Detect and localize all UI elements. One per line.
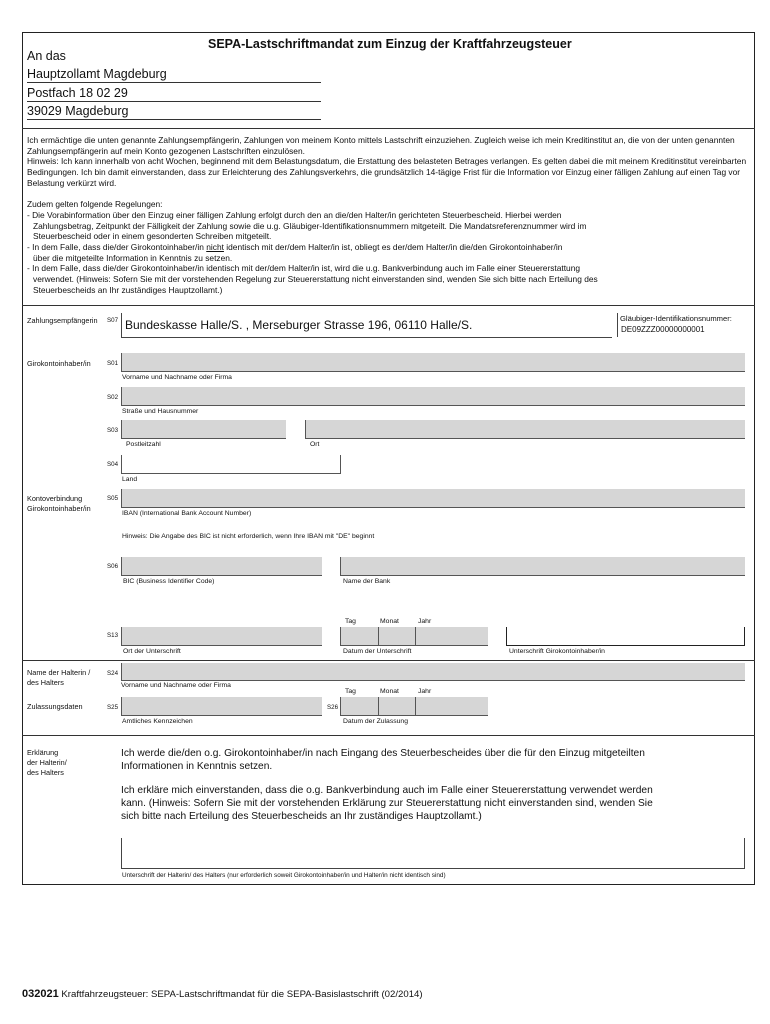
holder-signature-field[interactable] bbox=[121, 838, 745, 869]
country-input[interactable] bbox=[121, 455, 341, 474]
rule-3-line-3: Steuerbescheids an Ihr zuständiges Hauptzollamt.) bbox=[33, 284, 223, 295]
recipient-line-3: Postfach 18 02 29 bbox=[27, 86, 128, 100]
street-input[interactable] bbox=[121, 387, 745, 406]
s06-caption-bic: BIC (Business Identifier Code) bbox=[123, 578, 215, 585]
rule-2-pre: - In dem Falle, dass die/der Girokontoinhaber/in bbox=[27, 242, 207, 253]
declaration-label-1: Erklärung bbox=[27, 748, 59, 757]
signature-place-input[interactable] bbox=[121, 627, 322, 646]
sign-place-caption: Ort der Unterschrift bbox=[123, 648, 181, 655]
divider-declaration bbox=[22, 735, 755, 736]
account-holder-name-input[interactable] bbox=[121, 353, 745, 372]
holder-name-input[interactable] bbox=[121, 663, 745, 681]
s01-code: S01 bbox=[107, 360, 119, 367]
s25-caption: Amtliches Kennzeichen bbox=[122, 718, 193, 725]
rule-1-line-3: Steuerbescheid oder in einem gesonderten Schreiben mitgeteilt. bbox=[33, 231, 272, 242]
rule-2-line-1 bbox=[27, 242, 751, 253]
s03-code: S03 bbox=[107, 427, 119, 434]
rule-3-line-1: - In dem Falle, dass die/der Girokontoinhaber/in identisch mit der/dem Halter/in ist, wird die u.g. Bankverbindung auch im Falle einer Steuererstattung bbox=[27, 263, 581, 274]
recipient-line-4: 39029 Magdeburg bbox=[27, 104, 129, 118]
rule-2-post: identisch mit der/dem Halter/in ist, obliegt es der/dem Halter/in die/den Girokontoinhaber/in bbox=[223, 242, 563, 253]
rule-2-line-2: über die mitgeteilte Information in Kenntnis zu setzen. bbox=[33, 252, 233, 263]
s02-caption: Straße und Hausnummer bbox=[122, 408, 199, 415]
recipient-underline-3 bbox=[27, 119, 321, 120]
s03-caption-zip: Postleitzahl bbox=[126, 441, 161, 448]
declaration-2-line-1: Ich erkläre mich einverstanden, dass die o.g. Bankverbindung auch im Falle einer Steuererstattung verwendet werden bbox=[121, 785, 653, 796]
s26-code: S26 bbox=[327, 704, 339, 711]
s06-code: S06 bbox=[107, 563, 119, 570]
payee-value: Bundeskasse Halle/S. , Merseburger Strasse 196, 06110 Halle/S. bbox=[125, 318, 473, 332]
s04-caption: Land bbox=[122, 476, 138, 483]
holder-label-1: Name der Halterin / bbox=[27, 668, 91, 677]
sign-jahr-label: Jahr bbox=[418, 618, 432, 625]
reg-jahr-label: Jahr bbox=[418, 688, 432, 695]
recipient-underline-2 bbox=[27, 101, 321, 102]
s02-code: S02 bbox=[107, 394, 119, 401]
account-holder-label: Girokontoinhaber/in bbox=[27, 359, 91, 368]
bic-hint: Hinweis: Die Angabe des BIC ist nicht erforderlich, wenn Ihre IBAN mit "DE" beginnt bbox=[122, 533, 375, 540]
payee-code: S07 bbox=[107, 317, 119, 324]
mandate-paragraph-1: Ich ermächtige die unten genannte Zahlungsempfängerin, Zahlungen von meinem Konto mittels Lastschrift einzuziehen. Zugleich weise ich mein Kreditinstitut an, die von der unten genannten Zahlungsempfängerin auf mein Konto gezogenen Lastschriften einzulösen. bbox=[27, 135, 735, 156]
s05-code: S05 bbox=[107, 495, 119, 502]
s01-caption: Vorname und Nachname oder Firma bbox=[122, 374, 232, 381]
s24-code: S24 bbox=[107, 670, 119, 677]
rule-2-emphasis: nicht bbox=[206, 242, 224, 253]
declaration-2 bbox=[121, 784, 666, 823]
registration-label: Zulassungsdaten bbox=[27, 702, 83, 711]
form-number: 032021 bbox=[22, 988, 59, 1000]
sign-holder-caption: Unterschrift Girokontoinhaber/in bbox=[509, 648, 605, 655]
bank-name-input[interactable] bbox=[340, 557, 745, 576]
divider-mid bbox=[22, 305, 755, 306]
divider-top bbox=[22, 128, 755, 129]
recipient-line-2: Hauptzollamt Magdeburg bbox=[27, 67, 167, 81]
s03-caption-city: Ort bbox=[310, 441, 320, 448]
rule-3-line-2: verwendet. (Hinweis: Sofern Sie mit der vorstehenden Regelung zur Steuererstattung nicht einverstanden sind, wenden Sie sich bitte nach Erteilung des bbox=[33, 274, 598, 285]
iban-input[interactable] bbox=[121, 489, 745, 508]
s06-caption-bank: Name der Bank bbox=[343, 578, 391, 585]
signature-month-input[interactable] bbox=[378, 627, 415, 646]
registration-year-input[interactable] bbox=[415, 697, 488, 716]
declaration-2-line-2: kann. (Hinweis: Sofern Sie mit der vorstehenden Erklärung zur Steuererstattung nicht einverstanden sind, wenden Sie bbox=[121, 798, 653, 809]
bic-input[interactable] bbox=[121, 557, 322, 576]
creditor-id-value: DE09ZZZ00000000001 bbox=[621, 325, 705, 334]
account-holder-signature-field[interactable] bbox=[506, 627, 745, 646]
postal-code-input[interactable] bbox=[121, 420, 286, 439]
reg-tag-label: Tag bbox=[345, 688, 356, 695]
sign-monat-label: Monat bbox=[380, 618, 399, 625]
sign-date-caption: Datum der Unterschrift bbox=[343, 648, 412, 655]
sign-tag-label: Tag bbox=[345, 618, 356, 625]
footer bbox=[22, 988, 423, 1000]
s13-code: S13 bbox=[107, 632, 119, 639]
creditor-id-label: Gläubiger-Identifikationsnummer: bbox=[620, 314, 732, 323]
registration-day-input[interactable] bbox=[340, 697, 378, 716]
license-plate-input[interactable] bbox=[121, 697, 322, 716]
bank-label-1: Kontoverbindung bbox=[27, 494, 83, 503]
rules-heading: Zudem gelten folgende Regelungen: bbox=[27, 199, 163, 210]
s26-caption: Datum der Zulassung bbox=[343, 718, 408, 725]
signature-day-input[interactable] bbox=[340, 627, 378, 646]
declaration-1-line-2: Informationen in Kenntnis setzen. bbox=[121, 761, 273, 772]
s05-caption: IBAN (International Bank Account Number) bbox=[122, 510, 252, 517]
signature-year-input[interactable] bbox=[415, 627, 488, 646]
creditor-id-bracket bbox=[617, 313, 619, 337]
s04-code: S04 bbox=[107, 461, 119, 468]
payee-label: Zahlungsempfängerin bbox=[27, 316, 98, 325]
registration-month-input[interactable] bbox=[378, 697, 415, 716]
recipient-underline-1 bbox=[27, 82, 321, 83]
holder-label-2: des Halters bbox=[27, 678, 64, 687]
s24-caption: Vorname und Nachname oder Firma bbox=[121, 682, 231, 689]
mandate-text bbox=[27, 135, 751, 296]
s25-code: S25 bbox=[107, 704, 119, 711]
declaration-2-line-3: sich bitte nach Erteilung des Steuerbescheids an Ihr zuständiges Hauptzollamt.) bbox=[121, 811, 482, 822]
rule-1-line-1: - Die Vorabinformation über den Einzug einer fälligen Zahlung erfolgt durch den an die/den Halter/in gerichteten Steuerbescheid. Hierbei werden bbox=[27, 209, 562, 220]
rule-1-line-2: Zahlungsbetrag, Zeitpunkt der Fälligkeit der Zahlung sowie die u.g. Gläubiger-Identifikationsnummern mitgeteilt. Die Mandatsreferenznummer wird im bbox=[33, 220, 587, 231]
declaration-1 bbox=[121, 747, 666, 773]
divider-holder bbox=[22, 660, 755, 661]
form-title: SEPA-Lastschriftmandat zum Einzug der Kraftfahrzeugsteuer bbox=[208, 37, 572, 51]
city-input[interactable] bbox=[305, 420, 745, 439]
mandate-paragraph-2: Hinweis: Ich kann innerhalb von acht Wochen, beginnend mit dem Belastungsdatum, die Erstattung des belasteten Betrages verlangen. Es gelten dabei die mit meinem Kreditinstitut vereinbarten Bedingungen. Ich bin damit einverstanden, dass zur Erleichterung des Zahlungsverkehrs, die grundsätzlich 14-tägige Frist für die Information vor Einzug einer fälligen Zahlung auf einen Tag vor Belastung verkürzt wird. bbox=[27, 156, 747, 188]
holder-signature-caption: Unterschrift der Halterin/ des Halters (nur erforderlich soweit Girokontoinhaber/in und Halter/in nicht identisch sind) bbox=[122, 872, 446, 879]
form-description: Kraftfahrzeugsteuer: SEPA-Lastschriftmandat für die SEPA-Basislastschrift (02/2014) bbox=[61, 989, 423, 1000]
declaration-label-2: der Halterin/ bbox=[27, 758, 67, 767]
recipient-line-1: An das bbox=[27, 49, 66, 63]
bank-label-2: Girokontoinhaber/in bbox=[27, 504, 91, 513]
reg-monat-label: Monat bbox=[380, 688, 399, 695]
declaration-label-3: des Halters bbox=[27, 768, 64, 777]
declaration-1-line-1: Ich werde die/den o.g. Girokontoinhaber/in nach Eingang des Steuerbescheides über die für den Einzug mitgeteilten bbox=[121, 748, 645, 759]
